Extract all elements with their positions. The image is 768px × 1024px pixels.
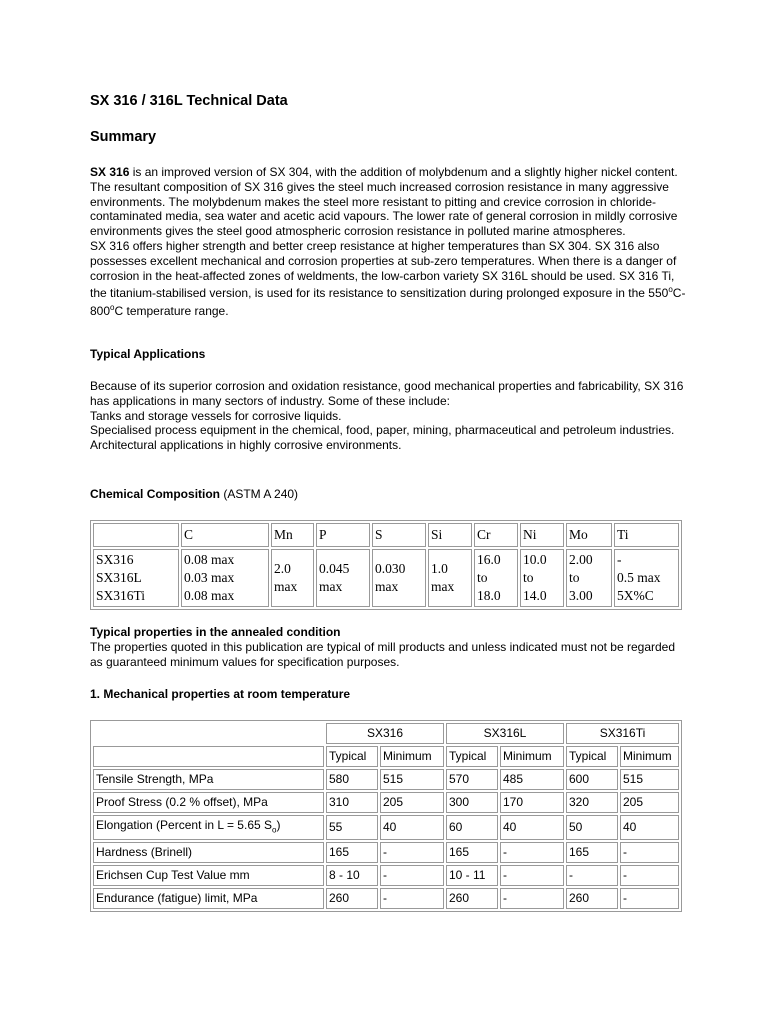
mech-empty-cell (93, 746, 324, 767)
chem-value: 16.0 (477, 552, 501, 567)
chem-header-row (93, 523, 679, 547)
chem-mo-cell (566, 549, 612, 607)
summary-paragraph-1-text: is an improved version of SX 304, with the addition of molybdenum and a slightly higher nickel content. The resultant composition of SX 316 gives the steel much increased corrosion resistance in many aggressive environments. The molybdenum makes the steel more resistant to pitting and crevice corrosion in chloride-contaminated media, sea water and acetic acid vapours. The lower rate of general corrosion in mildly corrosive environments gives the steel good atmospheric corrosion resistance in polluted marine atmospheres. (90, 165, 678, 239)
mech-value: - (500, 865, 564, 886)
mech-grade-header: SX316Ti (566, 723, 679, 744)
summary-paragraph-2 (90, 239, 690, 319)
mech-value: 40 (620, 815, 679, 840)
chem-value: 2.00 (569, 552, 593, 567)
chem-data-row (93, 549, 679, 607)
mech-empty-cell (93, 723, 324, 744)
mech-value: - (380, 888, 444, 909)
chem-value: 0.08 max (184, 552, 235, 567)
application-item-1: Tanks and storage vessels for corrosive liquids. (90, 408, 342, 423)
document-title: SX 316 / 316L Technical Data (90, 93, 288, 109)
mech-value: 260 (326, 888, 378, 909)
mech-subheader-row (93, 746, 679, 767)
mech-grade-header: SX316L (446, 723, 564, 744)
chem-header-cell: Mo (566, 523, 612, 547)
chem-grade: SX316 (96, 552, 134, 567)
mech-row-label-sub: o (272, 825, 277, 835)
mech-row-label-text: Elongation (Percent in L = 5.65 S (96, 818, 273, 832)
chem-header-cell (93, 523, 179, 547)
mech-value: - (380, 842, 444, 863)
mech-value: - (566, 865, 618, 886)
mech-subheader: Typical (326, 746, 378, 767)
chem-value: max (274, 579, 298, 594)
annealed-text: The properties quoted in this publication are typical of mill products and unless indicated must not be regarded as guaranteed minimum values for specification purposes. (90, 640, 676, 669)
mech-row-endurance (93, 888, 679, 909)
mech-row-erichsen (93, 865, 679, 886)
chem-value: to (477, 570, 488, 585)
mech-value: 515 (620, 769, 679, 790)
chem-value: 0.030 (375, 561, 406, 576)
application-item-2: Specialised process equipment in the chemical, food, paper, mining, pharmaceutical and petroleum industries. (90, 423, 675, 438)
mech-value: 205 (380, 792, 444, 813)
mech-value: - (620, 865, 679, 886)
mech-value: 515 (380, 769, 444, 790)
summary-heading: Summary (90, 129, 157, 145)
chem-grade: SX316L (96, 570, 142, 585)
mech-value: - (620, 842, 679, 863)
mech-row-elongation (93, 815, 679, 840)
chem-ni-cell (520, 549, 564, 607)
mech-row-label: Proof Stress (0.2 % offset), MPa (93, 792, 324, 813)
chem-value: 3.00 (569, 588, 593, 603)
chem-value: 1.0 (431, 561, 448, 576)
mech-value: 40 (500, 815, 564, 840)
mech-subheader: Typical (446, 746, 498, 767)
chem-value: to (523, 570, 534, 585)
mech-value: 205 (620, 792, 679, 813)
mech-value: 570 (446, 769, 498, 790)
chem-header-cell: Ti (614, 523, 679, 547)
mech-row-label: Tensile Strength, MPa (93, 769, 324, 790)
mech-value: - (380, 865, 444, 886)
mech-grade-header: SX316 (326, 723, 444, 744)
chem-header-cell: Cr (474, 523, 518, 547)
chem-header-cell: P (316, 523, 370, 547)
chem-value: 0.045 (319, 561, 350, 576)
chemical-standard: (ASTM A 240) (220, 487, 299, 501)
chemical-heading-label: Chemical Composition (90, 487, 221, 501)
chem-value: 14.0 (523, 588, 547, 603)
mech-row-tensile (93, 769, 679, 790)
mech-row-label: Endurance (fatigue) limit, MPa (93, 888, 324, 909)
applications-intro: Because of its superior corrosion and oxidation resistance, good mechanical properties and fabricability, SX 316 has applications in many sectors of industry. Some of these include: (90, 379, 684, 408)
chem-si-cell (428, 549, 472, 607)
chem-mn-cell (271, 549, 314, 607)
summary-p2-a: SX 316 offers higher strength and better creep resistance at higher temperatures than SX 304. SX 316 also possesses excellent mechanical and corrosion properties at sub-zero temperatures. When there is a danger of corrosion in the heat-affected zones of weldments, the low-carbon variety SX 316L should be used. SX 316 Ti, the titanium-stabilised version, is used for its resistance to sensitization during prolonged exposure in the 550 (90, 238, 677, 301)
mech-subheader: Typical (566, 746, 618, 767)
chem-value: 10.0 (523, 552, 547, 567)
summary-p2-b: C-800 (90, 286, 686, 319)
mech-grade-row (93, 723, 679, 744)
mech-value: 170 (500, 792, 564, 813)
application-item-3: Architectural applications in highly corrosive environments. (90, 438, 402, 453)
mech-value: 40 (380, 815, 444, 840)
mech-value: - (500, 888, 564, 909)
chem-value: - (617, 552, 622, 567)
mechanical-heading: 1. Mechanical properties at room temperature (90, 687, 351, 701)
mech-value: 165 (566, 842, 618, 863)
mech-value: 8 - 10 (326, 865, 378, 886)
degree-mark-1: o (668, 285, 673, 295)
mech-row-label-end: ) (276, 818, 281, 832)
chemical-composition-table (90, 520, 682, 610)
summary-text (90, 165, 690, 319)
annealed-heading: Typical properties in the annealed condition (90, 625, 341, 639)
applications-text (90, 379, 690, 453)
mech-value: 165 (446, 842, 498, 863)
mech-row-hardness (93, 842, 679, 863)
chem-value: 2.0 (274, 561, 291, 576)
chem-header-cell: Mn (271, 523, 314, 547)
chem-header-cell: S (372, 523, 426, 547)
mech-value: 310 (326, 792, 378, 813)
summary-p2-c: C temperature range. (114, 304, 229, 319)
chem-header-cell: C (181, 523, 269, 547)
summary-paragraph-1 (90, 165, 690, 239)
mech-value: 320 (566, 792, 618, 813)
mech-value: 10 - 11 (446, 865, 498, 886)
chem-c-cell (181, 549, 269, 607)
mech-value: 165 (326, 842, 378, 863)
chem-value: 0.5 max (617, 570, 661, 585)
mech-row-label: Hardness (Brinell) (93, 842, 324, 863)
chem-value: max (319, 579, 343, 594)
chem-value: to (569, 570, 580, 585)
chem-header-cell: Ni (520, 523, 564, 547)
mech-subheader: Minimum (620, 746, 679, 767)
mech-value: 260 (446, 888, 498, 909)
chem-value: 0.03 max (184, 570, 235, 585)
chem-value: max (375, 579, 399, 594)
chem-grade: SX316Ti (96, 588, 146, 603)
mech-row-label: Erichsen Cup Test Value mm (93, 865, 324, 886)
mech-value: 55 (326, 815, 378, 840)
mech-value: 600 (566, 769, 618, 790)
summary-grade-bold: SX 316 (90, 165, 130, 179)
chemical-heading (90, 487, 298, 501)
chem-value: 18.0 (477, 588, 501, 603)
chem-header-cell: Si (428, 523, 472, 547)
mech-value: 485 (500, 769, 564, 790)
chem-ti-cell (614, 549, 679, 607)
mech-value: 300 (446, 792, 498, 813)
degree-mark-2: o (110, 303, 115, 313)
mech-value: - (500, 842, 564, 863)
mechanical-properties-table (90, 720, 682, 912)
mech-subheader: Minimum (380, 746, 444, 767)
mech-value: - (620, 888, 679, 909)
mech-subheader: Minimum (500, 746, 564, 767)
chem-grades-cell (93, 549, 179, 607)
chem-p-cell (316, 549, 370, 607)
mech-value: 60 (446, 815, 498, 840)
mech-value: 260 (566, 888, 618, 909)
chem-value: 5X%C (617, 588, 654, 603)
chem-s-cell (372, 549, 426, 607)
mech-row-proof-stress (93, 792, 679, 813)
mech-row-label (93, 815, 324, 840)
mech-value: 50 (566, 815, 618, 840)
applications-heading: Typical Applications (90, 347, 206, 361)
chem-value: max (431, 579, 455, 594)
chem-cr-cell (474, 549, 518, 607)
chem-value: 0.08 max (184, 588, 235, 603)
mech-value: 580 (326, 769, 378, 790)
